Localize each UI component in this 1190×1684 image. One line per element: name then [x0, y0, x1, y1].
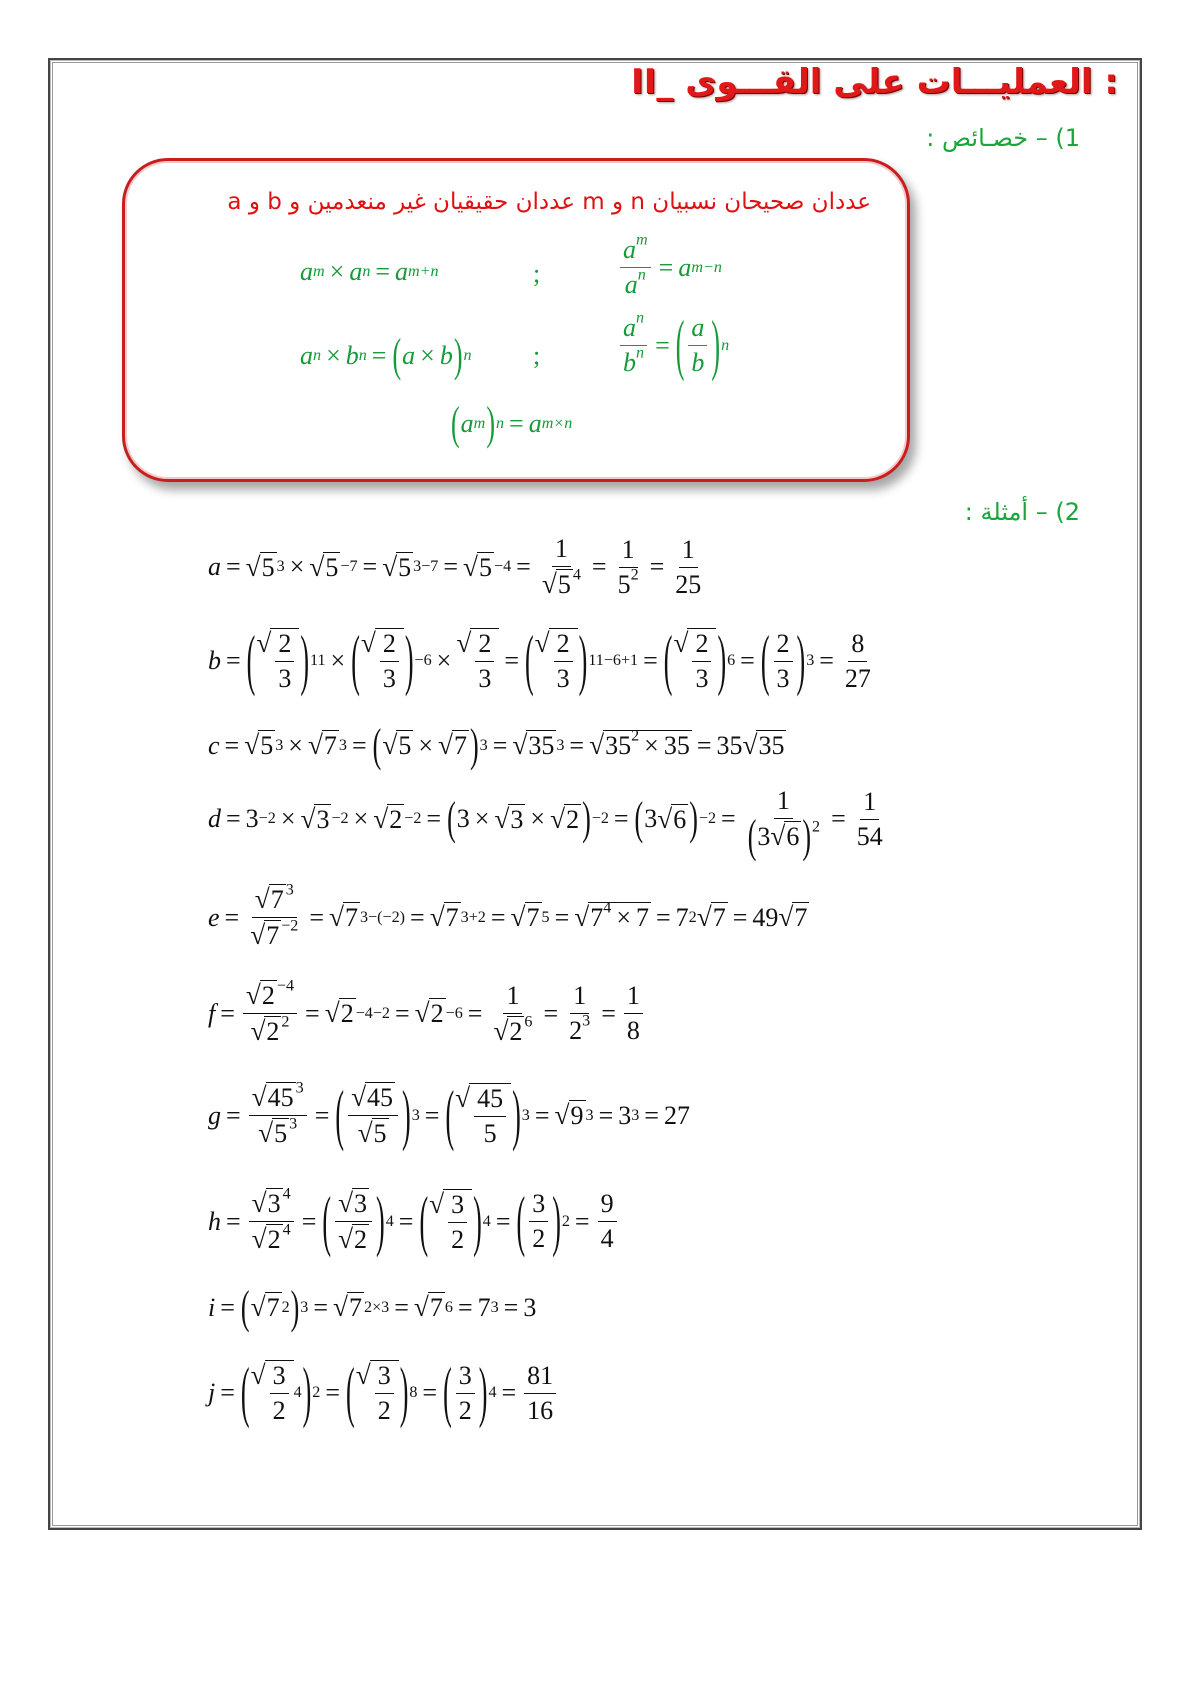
rule-product-same-base: a m × a n = a m+n — [300, 257, 439, 286]
example-b: b = ( √ $\frac{2}{3}$ ) 11 × ( √ $\frac{2}{3}$ ) −6 × √ $\frac{2}{3}$ = ( √ $\frac{2}{3}$ ) 11−6+1 = ( √ $\frac{2}{3}$ ) 6 = ( $\frac{2}{3}$ ) 3 = $\frac{8}{27}$ — [208, 622, 871, 698]
rule-separator: ; — [533, 259, 541, 288]
example-f: f = √ 2 $^{-4}$ √ 2 $^2$ = √ 2 −4−2 = √ 2 −6 = 1 √ 2 $^6$ = $\frac{1}{2^3}$ = $\frac{1}{8}$ — [208, 980, 646, 1047]
example-d: d = 3 −2 × √ 3 −2 × √ 2 −2 = ( 3 × √ 3 × √ 2 ) −2 = ( 3 √ 6 ) −2 = 1 (3 √ 6 )$^2$ = $\frac{1}{54}$ — [208, 786, 883, 863]
rule-power-of-power: ( a m ) n = a m×n — [451, 397, 573, 450]
example-a: a = √ 5 3 × √ 5 −7 = √ 5 3−7 = √ 5 −4 = 1 √ 5 $^4$ = $\frac{1}{5^2}$ = $\frac{1}{25}$ — [208, 534, 702, 599]
example-g: g = √ 45 $^3$ √ 5 $^3$ = ( √ 45 √ 5 ) 3 = ( √ $\frac{45}{5}$ ) 3 = √ 9 3 = 3 3 = 27 — [208, 1076, 690, 1152]
example-h: h = √ 3 $^4$ √ 2 $^4$ = ( √ 3 √ 2 ) 4 = ( √ $\frac{3}{2}$ ) 4 = ( $\frac{3}{2}$ ) 2 = $\frac{9}{4}$ — [208, 1188, 620, 1255]
example-i: i = ( √ 7 2 ) 3 = √ 7 2×3 = √ 7 6 = 7 3 = 3 — [208, 1280, 537, 1333]
example-j: j = ( √ $\frac{3}{2}$ 4 ) 2 = ( √ $\frac{3}{2}$ ) 8 = ( $\frac{3}{2}$ ) 4 = $\frac{81}{16}$ — [208, 1360, 559, 1426]
rule-quotient-same-exponent: $\frac{a^n}{b^n}$ = ( $\frac{a}{b}$ ) n — [617, 313, 729, 378]
properties-condition: a و b عددان حقيقيان غير منعدمين و m و n عددان صحيحان نسبيان — [227, 189, 871, 215]
properties-box — [122, 158, 910, 482]
rule-product-same-exponent: a n × b n = ( a × b ) n — [300, 329, 472, 382]
rule-separator-2: ; — [533, 341, 541, 370]
section-title: II_ العمليـــات على القـــوى : — [631, 62, 1118, 102]
properties-heading: 1) – خصـائص : — [926, 124, 1080, 152]
example-c: c = √ 5 3 × √ 7 3 = ( √ 5 × √ 7 ) 3 = √ 35 3 = √ $35^2 \times 35$ = 35 √ 35 — [208, 718, 785, 771]
example-e: e = √ 7 $^3$ √ 7 $^{-2}$ = √ 7 3−(−2) = √ 7 3+2 = √ 7 5 = √ $7^4 \times 7$ = 7 2 √ 7 = 49 √ 7 — [208, 881, 808, 950]
examples-heading: 2) – أمثلة : — [964, 498, 1080, 526]
rule-quotient-same-base: $\frac{a^m}{a^n}$ = a m−n — [617, 235, 722, 300]
